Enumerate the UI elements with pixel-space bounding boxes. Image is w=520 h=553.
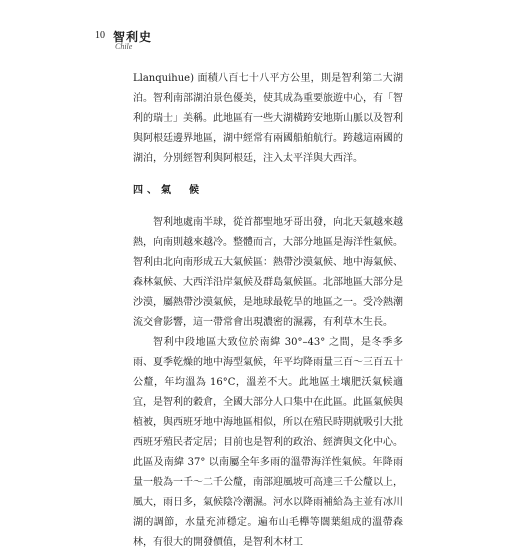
intro-paragraph: Llanquihue) 面積八百七十八平方公里，則是智利第二大湖泊。智利南部湖泊景色優美，使其成為重要旅遊中心，有「智利的瑞士」美稱。此地區有一些大湖橫跨安地斯山脈以及智利與阿根廷邊界地區，湖中經常有兩國船舶航行。跨越這兩國的湖泊，分別經智利與阿根廷，注入太平洋與大西洋。 (133, 73, 403, 164)
body-text (133, 69, 403, 553)
page-number: 10 (95, 30, 105, 41)
section-heading: 四、氣 候 (133, 185, 203, 196)
book-subtitle: Chile (115, 42, 133, 51)
climate-paragraph-1: 智利地處南半球，從首都聖地牙哥出發，向北天氣越來越熱，向南則越來越冷。整體而言，大部分地區是海洋性氣候。智利由北向南形成五大氣候區：熱帶沙漠氣候、地中海氣候、森林氣候、大西洋沿岸氣候及群島氣候區。北部地區大部分是沙漠，屬熱帶沙漠氣候，是地球最乾旱的地區之一。受冷熱潮流交會影響，這一帶常會出現濃密的濕霧，有利草木生長。 (133, 217, 403, 328)
book-title: 智利史 (113, 30, 153, 44)
climate-paragraph-2: 智利中段地區大致位於南緯 30°–43° 之間，是冬季多雨、夏季乾燥的地中海型氣候，年平均降雨量三百～三百五十公釐，年均溫為 16°C，溫差不大。此地區土壤肥沃氣候適宜，是智利的穀倉，全國大部分人口集中在此區。此區氣候與植被，與西班牙地中海地區相似，所以在殖民時期就吸引大批西班牙殖民者定居；目前也是智利的政治、經濟與文化中心。此區及南緯 37° 以南屬全年多雨的溫帶海洋性氣候。年降雨量一般為一千～二千公釐，南部迎風坡可高達三千公釐以上，風大，雨日多，氣候陰冷潮濕。河水以降雨補給為主並有冰川湖的調節，水量充沛穩定。遍布山毛櫸等闊葉組成的溫帶森林，有很大的開發價值，是智利木材工 (133, 337, 403, 548)
